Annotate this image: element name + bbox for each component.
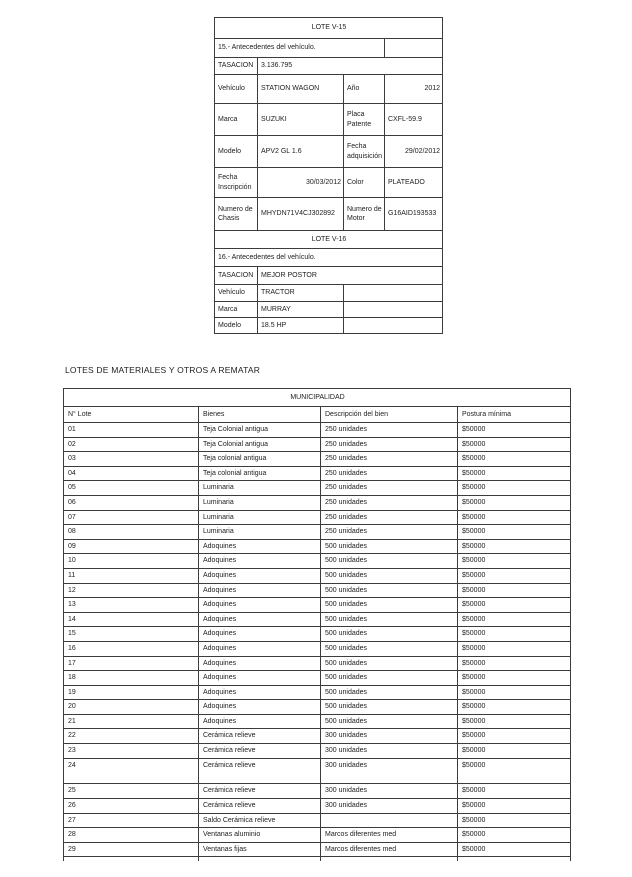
table-cell: Teja Colonial antigua <box>199 437 321 452</box>
table-row <box>64 656 571 671</box>
table-cell: 500 unidades <box>321 685 458 700</box>
table-cell: Adoquines <box>199 539 321 554</box>
table-cell: 25 <box>64 784 199 799</box>
table-row <box>64 554 571 569</box>
table-cell: 10 <box>64 554 199 569</box>
table-cell: Marcos diferentes med <box>321 842 458 857</box>
v15-placa-value: CXFL-59.9 <box>385 104 443 136</box>
table-cell: 500 unidades <box>321 641 458 656</box>
table-row <box>64 525 571 540</box>
table-row <box>64 510 571 525</box>
table-cell: Teja colonial antigua <box>199 466 321 481</box>
table-cell: $50000 <box>458 612 571 627</box>
table-cell: $50000 <box>458 813 571 828</box>
table-cell: 21 <box>64 714 199 729</box>
v16-vehiculo-empty-cell <box>344 285 443 302</box>
table-row <box>64 495 571 510</box>
table-cell: 05 <box>64 481 199 496</box>
table-cell: 02 <box>64 437 199 452</box>
lote-v15-header: LOTE V-15 <box>215 18 443 39</box>
v15-antecedentes-empty-cell <box>385 39 443 58</box>
table-row <box>64 700 571 715</box>
table-cell: Cerámica relieve <box>199 798 321 813</box>
table-cell: $50000 <box>458 784 571 799</box>
table-cell: Teja colonial antigua <box>199 452 321 467</box>
v15-tasacion-value: 3.136.795 <box>258 58 443 75</box>
table-cell: 07 <box>64 510 199 525</box>
v16-marca-empty-cell <box>344 302 443 318</box>
table-cell: 04 <box>64 466 199 481</box>
table-cell: 01 <box>64 423 199 438</box>
table-cell: $50000 <box>458 466 571 481</box>
table-cell: 500 unidades <box>321 656 458 671</box>
table-cell: $50000 <box>458 828 571 843</box>
v15-fecha-inscripcion-value: 30/03/2012 <box>258 168 344 198</box>
table-cell: Adoquines <box>199 641 321 656</box>
table-cell: 500 unidades <box>321 700 458 715</box>
table-cell: Adoquines <box>199 656 321 671</box>
table-cell: 300 unidades <box>321 744 458 759</box>
lote-v16-header: LOTE V-16 <box>215 231 443 249</box>
table-cell: $50000 <box>458 495 571 510</box>
cutoff-cell <box>458 857 571 861</box>
table-cell: 29 <box>64 842 199 857</box>
table-cell: $50000 <box>458 583 571 598</box>
v16-modelo-value: 18.5 HP <box>258 318 344 334</box>
table-cell: $50000 <box>458 798 571 813</box>
table-row <box>64 539 571 554</box>
table-row <box>64 423 571 438</box>
table-row <box>64 641 571 656</box>
table-cell: $50000 <box>458 729 571 744</box>
table-cell: Adoquines <box>199 627 321 642</box>
v15-color-label: Color <box>344 168 385 198</box>
table-cell: 17 <box>64 656 199 671</box>
cutoff-cell <box>199 857 321 861</box>
table-cell: 250 unidades <box>321 452 458 467</box>
materials-section-title: LOTES DE MATERIALES Y OTROS A REMATAR <box>65 365 261 375</box>
column-header-descripcion: Descripción del bien <box>321 407 458 423</box>
table-row <box>64 813 571 828</box>
table-row <box>64 437 571 452</box>
v15-chasis-label: Numero de Chasis <box>215 198 258 231</box>
table-row <box>64 568 571 583</box>
table-cell: Adoquines <box>199 700 321 715</box>
table-cell: $50000 <box>458 598 571 613</box>
table-cell: 500 unidades <box>321 539 458 554</box>
table-cell: 13 <box>64 598 199 613</box>
table-cell: 22 <box>64 729 199 744</box>
table-cell: 08 <box>64 525 199 540</box>
table-row <box>64 758 571 784</box>
v16-modelo-label: Modelo <box>215 318 258 334</box>
table-cell: Luminaria <box>199 481 321 496</box>
table-cell: $50000 <box>458 700 571 715</box>
table-row <box>64 598 571 613</box>
table-cell: 250 unidades <box>321 437 458 452</box>
cutoff-cell <box>64 857 199 861</box>
v15-motor-value: G16AID193533 <box>385 198 443 231</box>
table-cell: 14 <box>64 612 199 627</box>
table-row <box>64 612 571 627</box>
table-row <box>64 627 571 642</box>
table-cell: Luminaria <box>199 525 321 540</box>
v15-motor-label: Numero de Motor <box>344 198 385 231</box>
table-cell: Ventanas fijas <box>199 842 321 857</box>
table-cell: Adoquines <box>199 583 321 598</box>
table-cell: $50000 <box>458 510 571 525</box>
table-row <box>64 452 571 467</box>
table-cell: 250 unidades <box>321 495 458 510</box>
table-cell: 250 unidades <box>321 466 458 481</box>
table-cell: Cerámica relieve <box>199 729 321 744</box>
table-cell: $50000 <box>458 554 571 569</box>
table-row <box>64 714 571 729</box>
table-row <box>64 828 571 843</box>
table-cell: Luminaria <box>199 495 321 510</box>
v16-tasacion-value: MEJOR POSTOR <box>258 267 443 285</box>
table-cell: 24 <box>64 758 199 784</box>
v15-fecha-adquisicion-value: 29/02/2012 <box>385 136 443 168</box>
v15-marca-label: Marca <box>215 104 258 136</box>
table-cell: 16 <box>64 641 199 656</box>
table-row <box>64 583 571 598</box>
column-header-bienes: Bienes <box>199 407 321 423</box>
table-row <box>64 842 571 857</box>
table-cell: $50000 <box>458 437 571 452</box>
table-cell: 250 unidades <box>321 525 458 540</box>
table-cell: 19 <box>64 685 199 700</box>
table-cell: 15 <box>64 627 199 642</box>
table-cell: 500 unidades <box>321 598 458 613</box>
table-cell: 250 unidades <box>321 510 458 525</box>
table-cell: 500 unidades <box>321 583 458 598</box>
table-cell: 06 <box>64 495 199 510</box>
table-cell: 26 <box>64 798 199 813</box>
v16-tasacion-label: TASACION <box>215 267 258 285</box>
v15-fecha-inscripcion-label: Fecha Inscripción <box>215 168 258 198</box>
table-cell: $50000 <box>458 525 571 540</box>
v16-marca-value: MURRAY <box>258 302 344 318</box>
table-cell: $50000 <box>458 568 571 583</box>
v16-antecedentes-text: 16.- Antecedentes del vehículo. <box>215 249 443 267</box>
municipalidad-header: MUNICIPALIDAD <box>64 389 571 407</box>
table-cell: 28 <box>64 828 199 843</box>
table-cell: $50000 <box>458 452 571 467</box>
table-cell: Cerámica relieve <box>199 744 321 759</box>
v15-modelo-label: Modelo <box>215 136 258 168</box>
table-cell: Adoquines <box>199 568 321 583</box>
cutoff-cell <box>321 857 458 861</box>
table-cell: 23 <box>64 744 199 759</box>
table-cell: 09 <box>64 539 199 554</box>
table-cell: 250 unidades <box>321 423 458 438</box>
table-row <box>64 798 571 813</box>
table-cell: $50000 <box>458 842 571 857</box>
table-row <box>64 671 571 686</box>
v16-vehiculo-value: TRACTOR <box>258 285 344 302</box>
materials-table <box>63 388 571 861</box>
v15-vehiculo-value: STATION WAGON <box>258 75 344 104</box>
v16-modelo-empty-cell <box>344 318 443 334</box>
table-cell: 27 <box>64 813 199 828</box>
v15-fecha-adquisicion-label: Fecha adquisición <box>344 136 385 168</box>
v16-marca-label: Marca <box>215 302 258 318</box>
table-cell: 11 <box>64 568 199 583</box>
table-cell: Adoquines <box>199 714 321 729</box>
table-cell: 300 unidades <box>321 784 458 799</box>
table-cell: Ventanas aluminio <box>199 828 321 843</box>
table-row <box>64 744 571 759</box>
table-cell: 12 <box>64 583 199 598</box>
v16-vehiculo-label: Vehículo <box>215 285 258 302</box>
table-cell: 03 <box>64 452 199 467</box>
column-header-lote: N° Lote <box>64 407 199 423</box>
v15-marca-value: SUZUKI <box>258 104 344 136</box>
table-cell: $50000 <box>458 539 571 554</box>
table-cell: Adoquines <box>199 554 321 569</box>
v15-modelo-value: APV2 GL 1.6 <box>258 136 344 168</box>
v15-vehiculo-label: Vehículo <box>215 75 258 104</box>
table-cell: $50000 <box>458 627 571 642</box>
table-cell: 500 unidades <box>321 554 458 569</box>
cutoff-row <box>64 857 571 861</box>
table-cell: $50000 <box>458 656 571 671</box>
table-cell: 500 unidades <box>321 714 458 729</box>
table-cell: Adoquines <box>199 685 321 700</box>
table-cell: 500 unidades <box>321 612 458 627</box>
v15-chasis-value: MHYDN71V4CJ302892 <box>258 198 344 231</box>
table-cell: 300 unidades <box>321 798 458 813</box>
table-cell: 18 <box>64 671 199 686</box>
table-cell: 500 unidades <box>321 627 458 642</box>
table-cell: $50000 <box>458 481 571 496</box>
v15-tasacion-label: TASACION <box>215 58 258 75</box>
table-cell: 300 unidades <box>321 758 458 784</box>
table-row <box>64 466 571 481</box>
v15-anio-value: 2012 <box>385 75 443 104</box>
table-cell: $50000 <box>458 758 571 784</box>
table-cell: Adoquines <box>199 598 321 613</box>
table-cell: 20 <box>64 700 199 715</box>
table-cell <box>321 813 458 828</box>
table-cell: Adoquines <box>199 612 321 627</box>
table-cell: 300 unidades <box>321 729 458 744</box>
table-row <box>64 481 571 496</box>
table-row <box>64 729 571 744</box>
table-cell: Cerámica relieve <box>199 784 321 799</box>
v15-anio-label: Año <box>344 75 385 104</box>
materials-table-body <box>64 423 571 857</box>
column-header-postura: Postura mínima <box>458 407 571 423</box>
table-cell: $50000 <box>458 685 571 700</box>
table-cell: Luminaria <box>199 510 321 525</box>
table-cell: Adoquines <box>199 671 321 686</box>
table-cell: Marcos diferentes med <box>321 828 458 843</box>
table-cell: 250 unidades <box>321 481 458 496</box>
table-cell: $50000 <box>458 714 571 729</box>
table-cell: Cerámica relieve <box>199 758 321 784</box>
table-row <box>64 685 571 700</box>
table-cell: $50000 <box>458 671 571 686</box>
v15-color-value: PLATEADO <box>385 168 443 198</box>
table-cell: $50000 <box>458 423 571 438</box>
table-cell: 500 unidades <box>321 671 458 686</box>
table-cell: Teja Colonial antigua <box>199 423 321 438</box>
table-cell: 500 unidades <box>321 568 458 583</box>
table-cell: $50000 <box>458 744 571 759</box>
v15-antecedentes-text: 15.- Antecedentes del vehículo. <box>215 39 385 58</box>
vehicle-lots-table <box>214 17 443 334</box>
table-cell: Saldo Cerámica relieve <box>199 813 321 828</box>
v15-placa-label: Placa Patente <box>344 104 385 136</box>
table-cell: $50000 <box>458 641 571 656</box>
table-row <box>64 784 571 799</box>
